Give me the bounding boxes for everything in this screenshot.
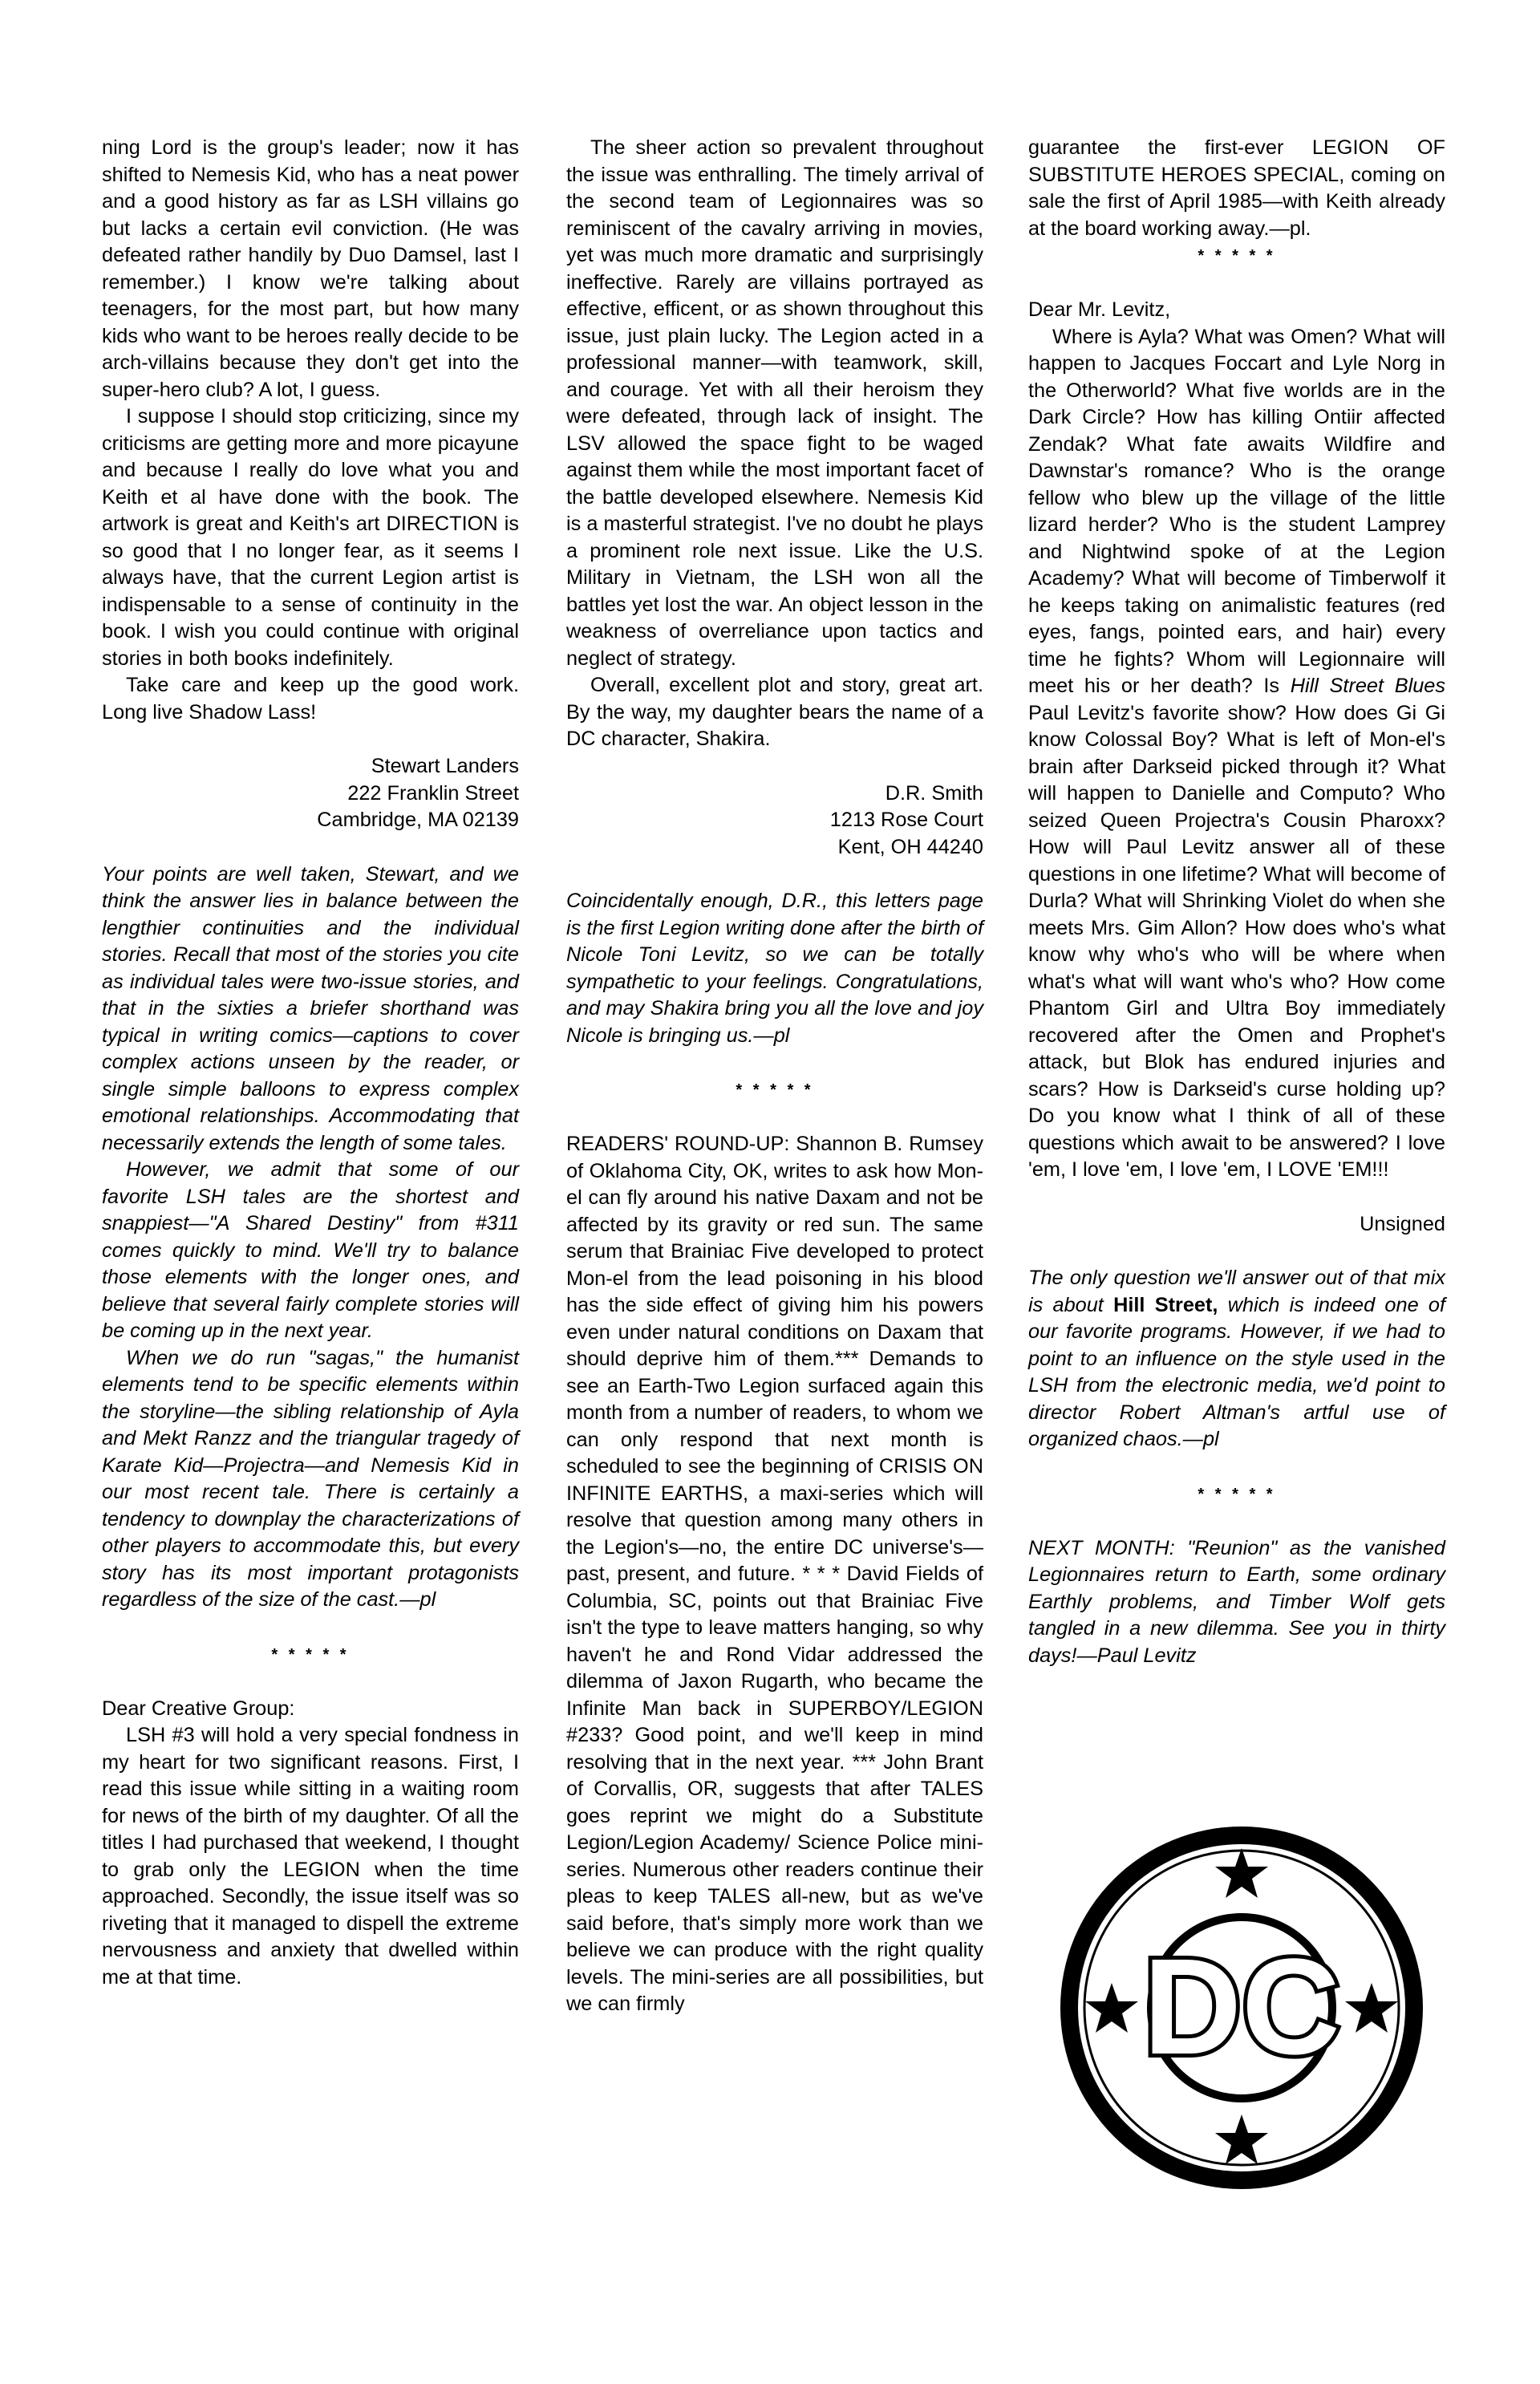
readers-roundup: READERS' ROUND-UP: Shannon B. Rumsey of Oklahoma City, OK, writes to ask how Mon-el can fly around his native Daxam and not be affected by its gravity or red sun. The same serum that Brainiac Five developed to protect Mon-el from the lead poisoning in his blood has the side effect of giving him his powers even under natural conditions on Daxam that should deprive him of them.*** Demands to see an Earth-Two Legion surfaced again this month from a number of readers, to whom we can only respond that next month is scheduled to see the beginning of CRISIS ON INFINITE EARTHS, a maxi-series which will resolve that question among many others in the Legion's—no, the entire DC universe's—past, present, and future. * * * David Fields of Columbia, SC, points out that Brainiac Five isn't the type to leave matters hanging, so why haven't he and Rond Vidar addressed the dilemma of Jaxon Rugarth, who became the Infinite Man back in SUPERBOY/LEGION #233? Good point, and we'll keep in mind resolving that in the next year. *** John Brant of Corvallis, OR, suggests that after TALES goes reprint we might do a Substitute Legion/Legion Academy/ Science Police mini-series. Numerous other readers continue their pleas to keep TALES all-new, but as we've said before, that's simply more work than we believe we can produce with the right quality levels. The mini-series are all possibilities, but we can firmly — [566, 1133, 983, 2015]
letter-paragraph: Overall, excellent plot and story, great art. By the way, my daughter bears the name of a DC character, Shakira. — [566, 674, 983, 750]
letter-paragraph — [1028, 324, 1445, 1184]
dc-bullet-logo — [1057, 1819, 1426, 2196]
section-divider: * * * * * — [736, 1081, 814, 1099]
section-divider: * * * * * — [1198, 1485, 1276, 1503]
letter-paragraph: I suppose I should stop criticizing, since my criticisms are getting more and more picayune and because I really do love what you and Keith et al have done with the book. The artwork is great and Keith's art DIRECTION is so good that I no longer fear, as it seems I always have, that the current Legion artist is indispensable to a sense of continuity in the book. I wish you could continue with original stories in both books indefinitely. — [102, 405, 519, 670]
letter-paragraph: guarantee the first-ever LEGION OF SUBSTITUTE HEROES SPECIAL, coming on sale the first of April 1985—with Keith already at the board working away.—pl. — [1028, 136, 1445, 240]
editor-reply: Coincidentally enough, D.R., this letters page is the first Legion writing done after the birth of Nicole Toni Levitz, so we can be totally sympathetic to your feelings. Congratulations, and may Shakira bring you all the love and joy Nicole is bringing us.—pl — [566, 890, 983, 1047]
letter-salutation: Dear Creative Group: — [102, 1697, 295, 1720]
signature-name: Unsigned — [1360, 1212, 1445, 1235]
question-text: Where is Ayla? What was Omen? What will happen to Jacques Foccart and Lyle Norg in the Otherworld? What five worlds are in the Dark Circle? How has killing Ontiir affected Zendak? What fate awaits Wildfire and Dawnstar's romance? Who is the orange fellow who blew up the village of the little lizard herder? Who is the student Lamprey and Nightwind spoke of at the Legion Academy? What will become of Timberwolf it he keeps taking on animalistic features (red eyes, fangs, pointed ears, and hair) every time he fights? Whom will Legionnaire will meet his or her death? Is — [1028, 325, 1445, 697]
reply-text-continued: which is indeed one of our favorite programs. However, if we had to point to an influence on the style used in the LSH from the electronic media, we'd point to director Robert Altman's artful use of organized chaos.—pl — [1028, 1293, 1445, 1450]
editor-reply — [1028, 1265, 1445, 1454]
column-2 — [566, 135, 983, 2018]
reply-bold-title: Hill Street, — [1113, 1293, 1218, 1316]
signature-name: D.R. Smith — [885, 781, 983, 805]
letter-paragraph: ning Lord is the group's leader; now it has shifted to Nemesis Kid, who has a neat power and a good history as far as LSH villains go but lacks a certain evil conviction. (He was defeated rather handily by Duo Damsel, last I remember.) I know we're talking about teenagers, for the most part, but how many kids who want to be heroes really decide to be arch-villains because they don't get into the super-hero club? A lot, I guess. — [102, 136, 519, 401]
reply-text: The only question we'll answer out of that mix is about — [1028, 1267, 1445, 1316]
question-text-continued: Paul Levitz's favorite show? How does Gi Gi know Colossal Boy? What is left of Mon-el's brain after Darkseid picked through it? What will happen to Danielle and Computo? Who seized Queen Projectra's Cousin Pharoxx? How will Paul Levitz answer all of these questions in one lifetime? What will become of Durla? What will Shrinking Violet do when she meets Mrs. Gim Allon? How does who's what know why who's who will be where when what's what will want who's who? How come Phantom Girl and Ultra Boy immediately recovered after the Omen and Prophet's attack, but Blok has endured injuries and scars? How is Darkseid's curse holding up? Do you know what I think of all of these questions which await to be answered? I love 'em, I love 'em, I love 'em, I LOVE 'EM!!! — [1028, 701, 1445, 1181]
letter-salutation: Dear Mr. Levitz, — [1028, 298, 1171, 321]
column-1 — [102, 135, 519, 1991]
section-divider: * * * * * — [271, 1645, 350, 1664]
dc-logo-icon — [1057, 1819, 1426, 2196]
section-divider: * * * * * — [1198, 247, 1276, 265]
editor-reply: However, we admit that some of our favorite LSH tales are the shortest and snappiest—"A Shared Destiny" from #311 comes quickly to mind. We'll try to balance those elements with the longer ones, and believe that several fairly complete stories will be coming up in the next year. — [102, 1158, 519, 1342]
editor-reply: Your points are well taken, Stewart, and we think the answer lies in balance between the lengthier continuities and the individual stories. Recall that most of the stories you cite as individual tales were two-issue stories, and that in the sixties a briefer shorthand was typical in writing comics—captions to cover complex actions unseen by the reader, or single simple balloons to express complex emotional relationships. Accommodating that necessarily extends the length of some tales. — [102, 862, 519, 1154]
signature-street: 1213 Rose Court — [829, 809, 983, 831]
editor-reply: When we do run "sagas," the humanist elements tend to be specific elements within the storyline—the sibling relationship of Ayla and Mekt Ranzz and the triangular tragedy of Karate Kid—Projectra—and Nemesis Kid in our most recent tale. There is certainly a tendency to downplay the characterizations of other players to accommodate this, but every story has its most important protagonists regardless of the size of the cast.—pl — [102, 1346, 519, 1611]
signature-street: 222 Franklin Street — [347, 781, 519, 805]
letter-paragraph: LSH #3 will hold a very special fondness in my heart for two significant reasons. First, I read this issue while sitting in a waiting room for news of the birth of my daughter. Of all the titles I had purchased that weekend, I thought to grab only the LEGION when the time approached. Secondly, the issue itself was so riveting that it managed to dispell the extreme nervousness and anxiety that dwelled within me at that time. — [102, 1724, 519, 1989]
signature-city: Cambridge, MA 02139 — [317, 809, 519, 831]
logo-letters: DC — [1143, 1931, 1340, 2083]
signature-city: Kent, OH 44240 — [837, 835, 983, 858]
letter-paragraph: Take care and keep up the good work. Long live Shadow Lass! — [102, 674, 519, 724]
letter-paragraph: The sheer action so prevalent throughout the issue was enthralling. The timely arrival of the second team of Legionnaires was so reminiscent of the cavalry arriving in movies, yet was much more dramatic and surprisingly ineffective. Rarely are villains portrayed as effective, efficent, or as shown throughout this issue, just plain lucky. The Legion acted in a professional manner—with teamwork, skill, and courage. Yet with all their heroism they were defeated, through lack of insight. The LSV allowed the space fight to be waged against them while the most important facet of the battle developed elsewhere. Nemesis Kid is a masterful strategist. I've no doubt he plays a prominent role next issue. Like the U.S. Military in Vietnam, the LSH won all the battles yet lost the war. An object lesson in the weakness of overreliance upon tactics and neglect of strategy. — [566, 136, 983, 670]
next-month-preview: NEXT MONTH: "Reunion" as the vanished Legionnaires return to Earth, some ordinary Earthly problems, and Timber Wolf gets tangled in a new dilemma. See you in thirty days!—Paul Levitz — [1028, 1536, 1445, 1667]
signature-name: Stewart Landers — [371, 755, 519, 777]
column-3 — [1028, 135, 1445, 1669]
show-title: Hill Street Blues — [1290, 675, 1445, 697]
